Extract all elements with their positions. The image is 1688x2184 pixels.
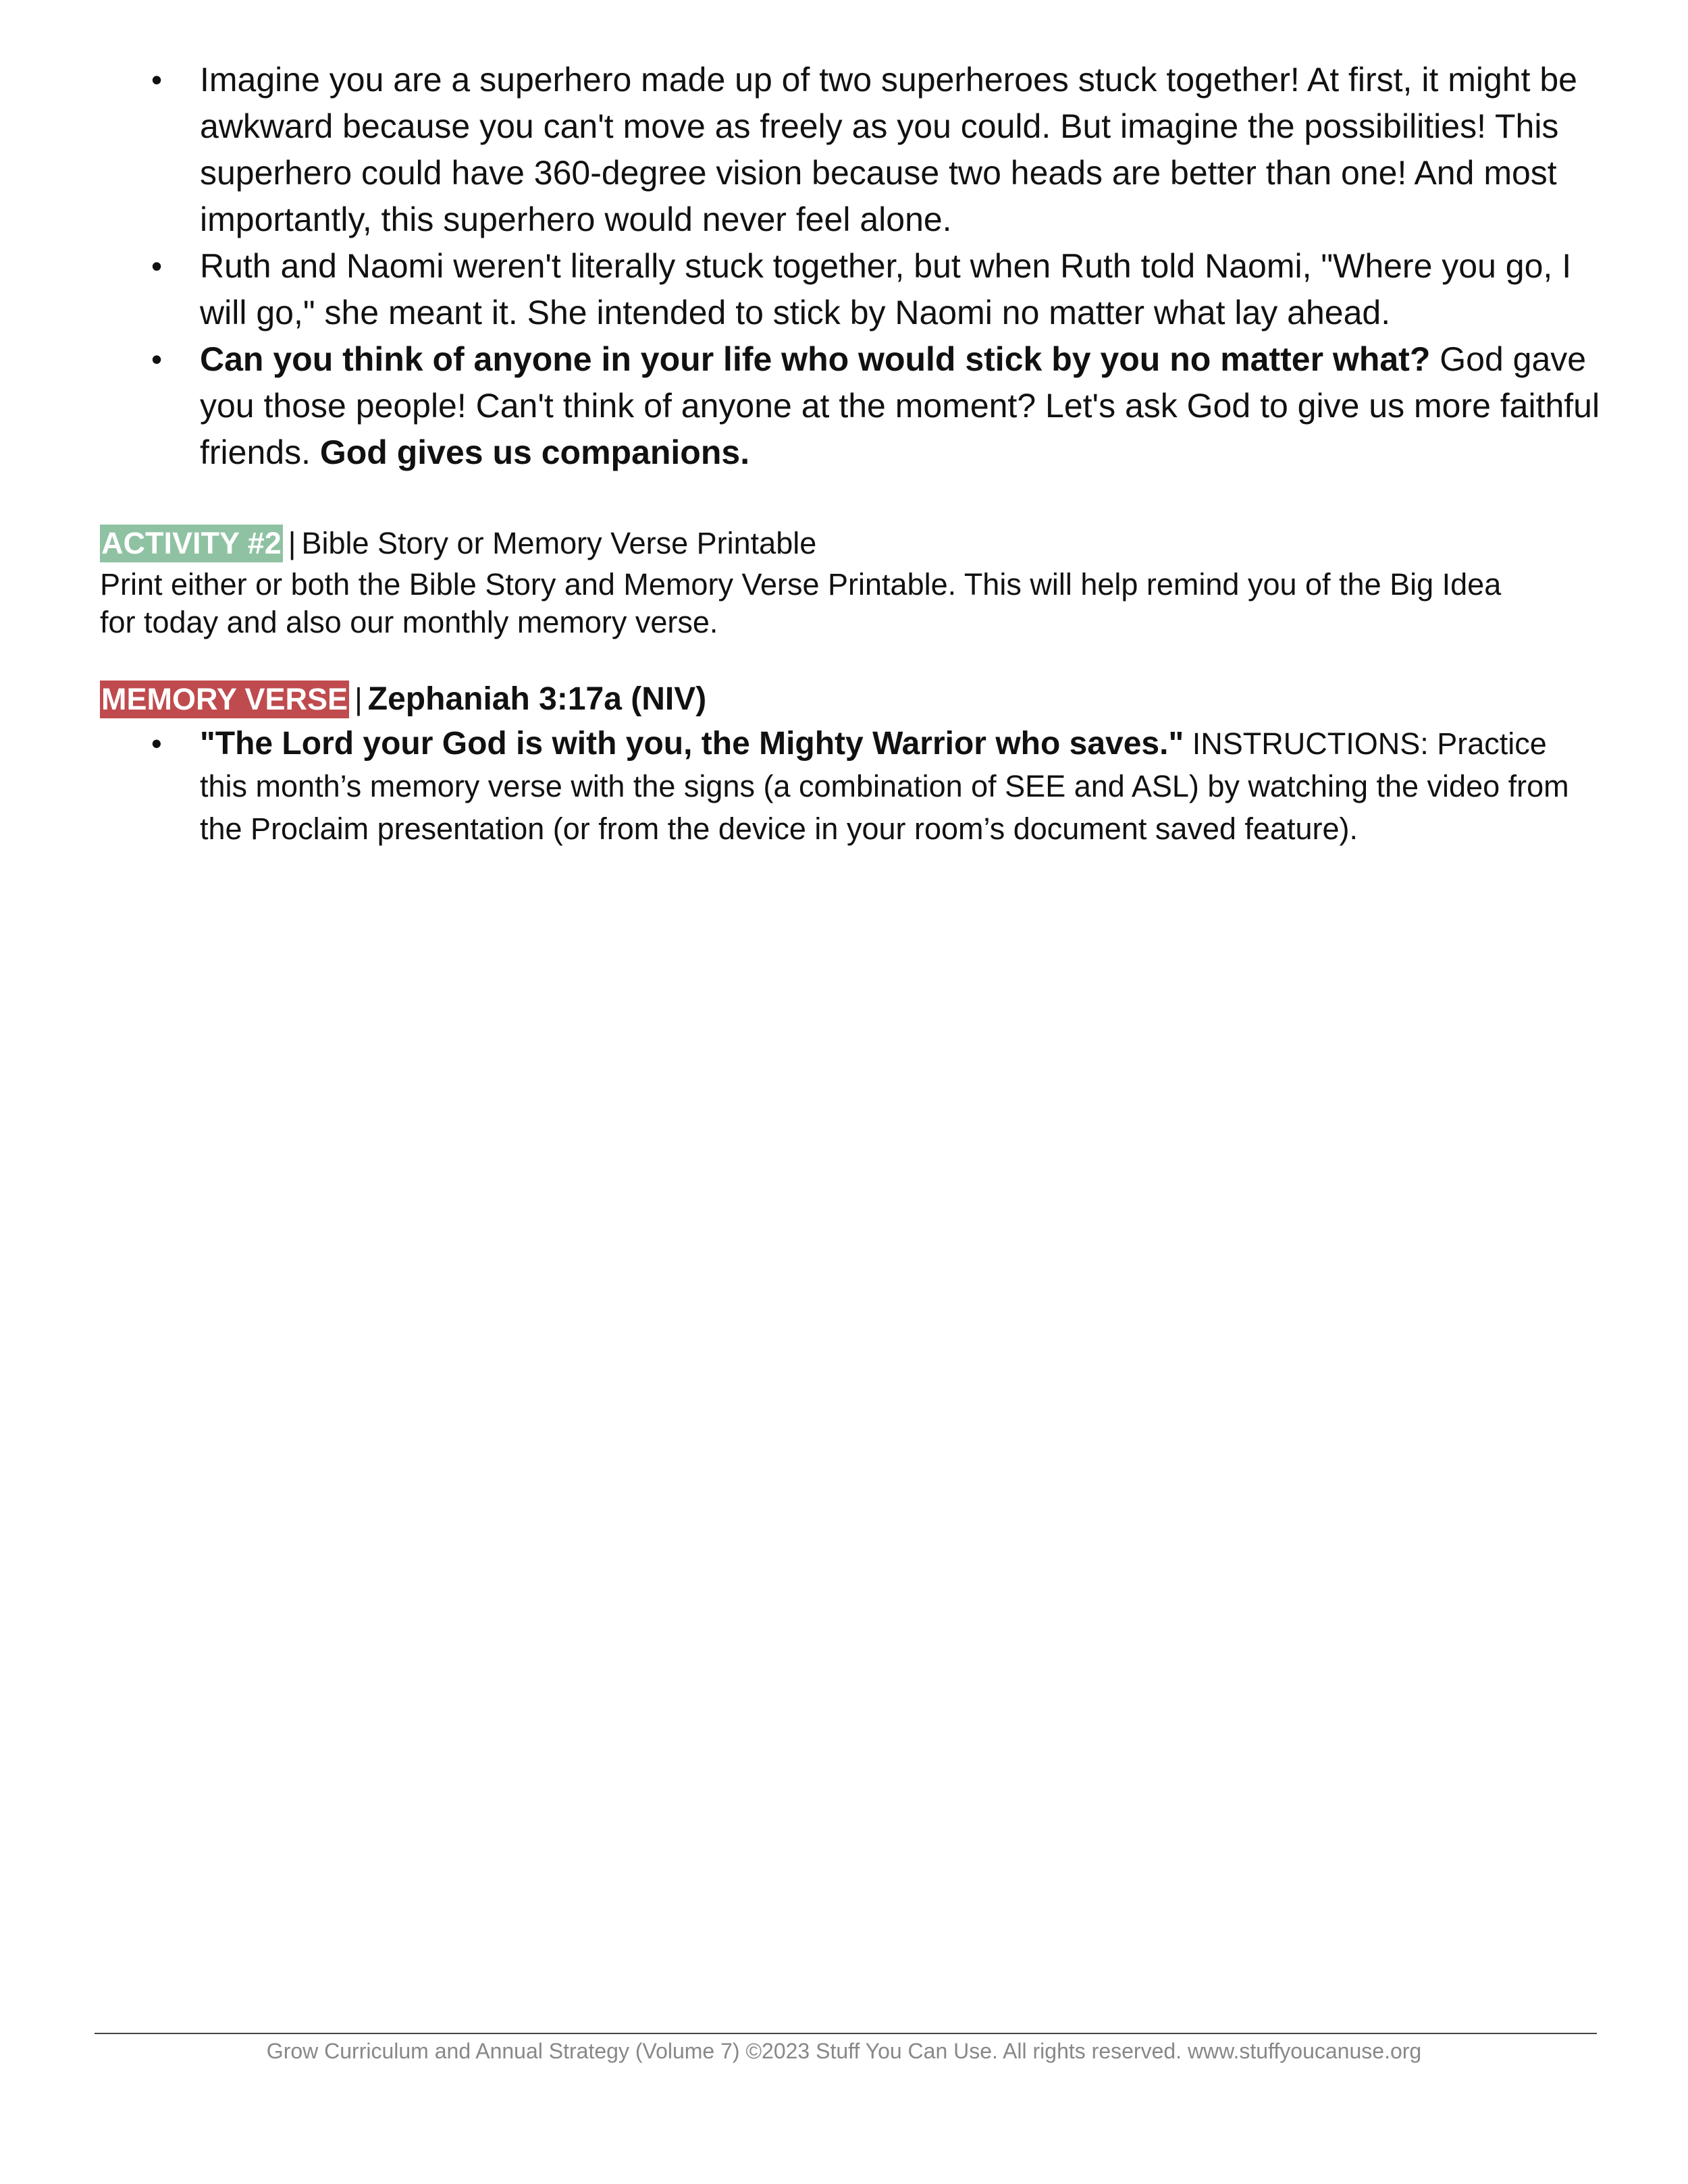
bullet-text: Imagine you are a superhero made up of two superheroes stuck together! At first, it might be awkward because you can't move as freely as you could. But imagine the possibilities! This superhero could have 360-degree vision because two heads are better than one! And most importantly, this superhero would never feel alone. [200, 61, 1577, 238]
list-item [100, 243, 1606, 336]
big-idea: God gives us companions. [319, 433, 750, 471]
bullet-icon: • [151, 62, 163, 97]
list-item [100, 57, 1606, 243]
footer-copyright: Grow Curriculum and Annual Strategy (Volume 7) ©2023 Stuff You Can Use. All rights reserved. www.stuffyoucanuse.org [266, 2039, 1422, 2063]
footer-divider [95, 2033, 1597, 2034]
activity-title: Bible Story or Memory Verse Printable [301, 526, 817, 560]
bullet-text: Ruth and Naomi weren't literally stuck together, but when Ruth told Naomi, "Where you go, I will go," she meant it. She intended to stick by Naomi no matter what lay ahead. [200, 247, 1572, 331]
verse-quote: "The Lord your God is with you, the Mighty Warrior who saves." [200, 726, 1184, 762]
memory-verse-list [100, 722, 1572, 850]
heading-separator: | [288, 526, 296, 560]
bullet-question: Can you think of anyone in your life who would stick by you no matter what? [200, 340, 1431, 378]
list-item [100, 722, 1572, 850]
activity-description: Print either or both the Bible Story and Memory Verse Printable. This will help remind you of the Big Idea for today and also our monthly memory verse. [100, 567, 1502, 639]
bullet-icon: • [151, 726, 162, 761]
list-item [100, 336, 1606, 476]
bullet-icon: • [151, 342, 163, 377]
verse-reference: Zephaniah 3:17a (NIV) [367, 681, 707, 717]
memory-verse-tag: MEMORY VERSE [100, 681, 349, 718]
heading-separator: | [354, 682, 363, 716]
bullet-text: God gave you those people! Can't think of anyone at the moment? Let's ask God to give us more faithful friends. [200, 340, 1600, 471]
activity-heading [100, 524, 816, 563]
verse-instructions: INSTRUCTIONS: Practice this month’s memory verse with the signs (a combination of SEE and ASL) by watching the video from the Proclaim presentation (or from the device in your room’s document saved feature). [200, 726, 1569, 846]
memory-verse-heading [100, 680, 706, 719]
intro-bullet-list [100, 57, 1606, 476]
activity-tag: ACTIVITY #2 [100, 525, 283, 562]
bullet-icon: • [151, 248, 163, 284]
